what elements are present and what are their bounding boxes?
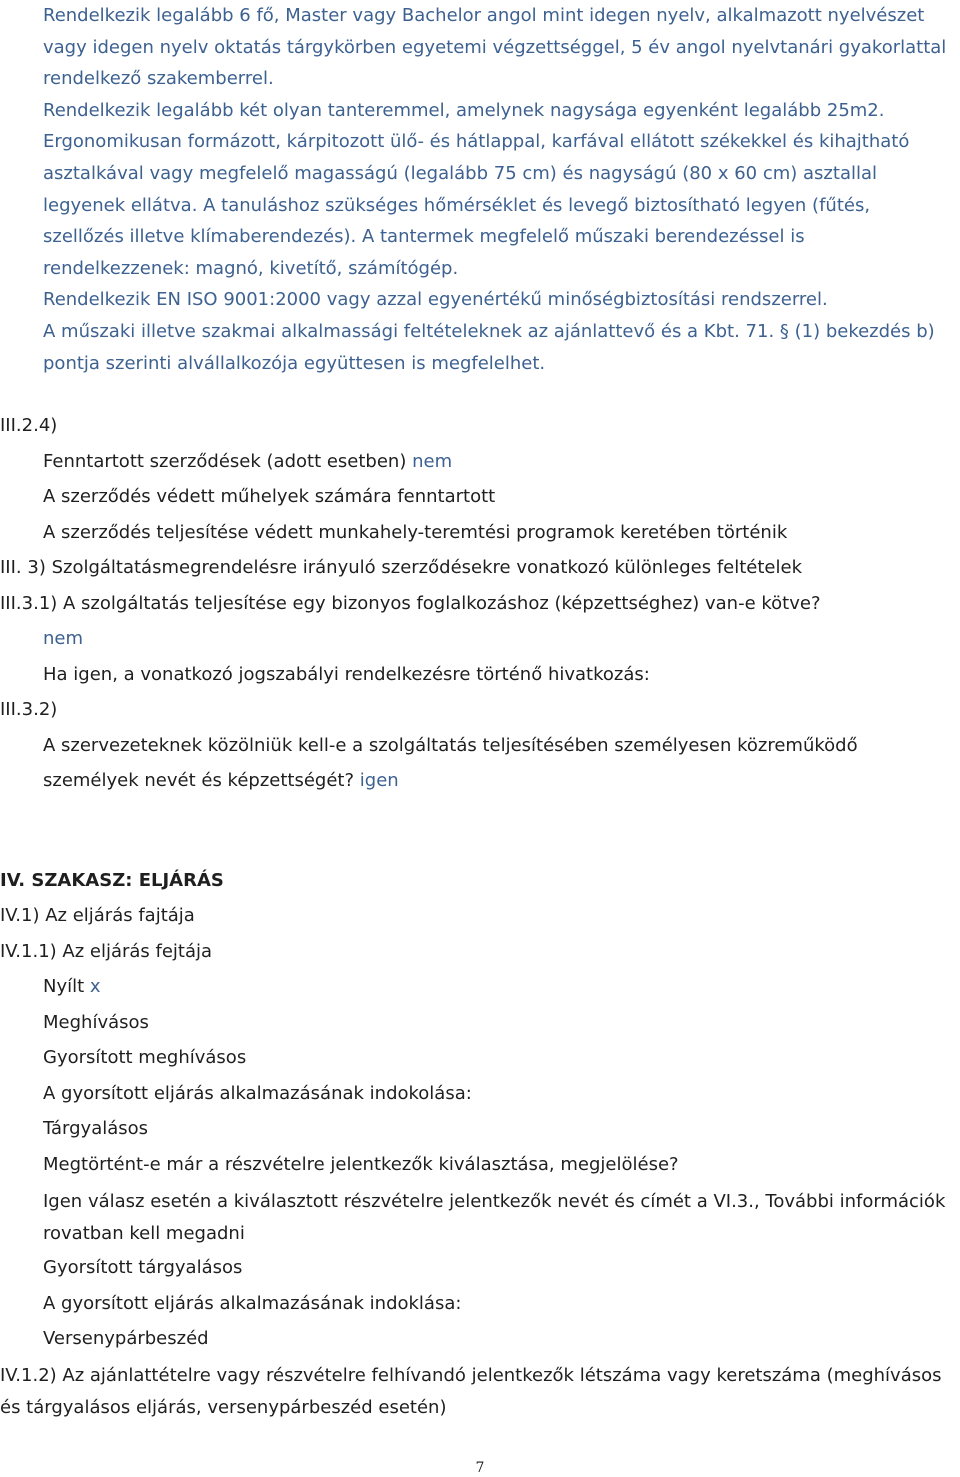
option-line: Meghívásos: [43, 1012, 149, 1033]
reserved-contracts-label: Fenntartott szerződések (adott esetben): [43, 451, 407, 472]
selection-note-line1: Igen válasz esetén a kiválasztott részvételre jelentkezők nevét és címét a VI.3., További információk: [43, 1191, 946, 1212]
option-open-mark: x: [89, 976, 101, 997]
selection-note-line2: rovatban kell megadni: [43, 1222, 245, 1244]
subheading-iv-1-1: IV.1.1) Az eljárás fejtája: [0, 941, 213, 962]
question-iii-3-2-line1: A szervezeteknek közölniük kell-e a szolgáltatás teljesítésében személyesen közreműködő: [43, 735, 858, 756]
reserved-contracts-value: nem: [412, 451, 453, 472]
text-line: Rendelkezik legalább két olyan tanteremmel, amelynek nagysága egyenként legalább 25m2.: [43, 99, 885, 121]
text-line: vagy idegen nyelv oktatás tárgykörben egyetemi végzettséggel, 5 év angol nyelvtanári gyakorlattal: [43, 36, 947, 58]
option-line: Versenypárbeszéd: [43, 1328, 209, 1349]
reserved-contracts-line: [43, 444, 958, 479]
option-line: Megtörtént-e már a részvételre jelentkezők kiválasztása, megjelölése?: [43, 1154, 679, 1175]
legal-reference-line: Ha igen, a vonatkozó jogszabályi rendelkezésre történő hivatkozás:: [43, 664, 650, 685]
text-line: asztalkával vagy megfelelő magasságú (legalább 75 cm) és nagyságú (80 x 60 cm) asztallal: [43, 162, 878, 184]
question-iii-3-2-line2: [43, 763, 958, 798]
subheading-iv-1-2-line1: IV.1.2) Az ajánlattételre vagy részvételre felhívandó jelentkezők létszáma vagy keretszáma (meghívásos: [0, 1365, 942, 1386]
subheading-iv-1-2: [0, 1360, 960, 1423]
option-open-procedure: [43, 969, 958, 1004]
sheltered-workshop-line: A szerződés védett műhelyek számára fenntartott: [43, 486, 496, 507]
option-line: A gyorsított eljárás alkalmazásának indoklása:: [43, 1293, 462, 1314]
option-line: Gyorsított meghívásos: [43, 1047, 247, 1068]
selection-note: [43, 1186, 960, 1249]
subheading-iv-1: IV.1) Az eljárás fajtája: [0, 905, 195, 926]
option-line: A gyorsított eljárás alkalmazásának indokolása:: [43, 1083, 472, 1104]
answer-iii-3-1: nem: [43, 628, 84, 649]
option-line: Tárgyalásos: [43, 1118, 149, 1139]
section-heading-iii-3-2: III.3.2): [0, 699, 58, 720]
section-heading-iii-2-4: III.2.4): [0, 415, 58, 436]
text-line: legyenek ellátva. A tanuláshoz szükséges hőmérséklet és levegő biztosítható legyen (fűtés,: [43, 194, 871, 216]
section-heading-iv: IV. SZAKASZ: ELJÁRÁS: [0, 870, 224, 891]
sheltered-employment-line: A szerződés teljesítése védett munkahely-teremtési programok keretében történik: [43, 522, 788, 543]
text-line: rendelkező szakemberrel.: [43, 68, 274, 90]
question-iii-3-1: III.3.1) A szolgáltatás teljesítése egy bizonyos foglalkozáshoz (képzettséghez) van-e kötve?: [0, 593, 821, 614]
option-line: Gyorsított tárgyalásos: [43, 1257, 243, 1278]
text-line: szellőzés illetve klímaberendezés). A tantermek megfelelő műszaki berendezéssel is: [43, 226, 805, 248]
text-line: rendelkezzenek: magnó, kivetítő, számítógép.: [43, 257, 459, 279]
section-heading-iii-3: III. 3) Szolgáltatásmegrendelésre irányuló szerződésekre vonatkozó különleges feltételek: [0, 557, 803, 578]
subheading-iv-1-2-line2: és tárgyalásos eljárás, versenypárbeszéd esetén): [0, 1396, 447, 1418]
text-line: A műszaki illetve szakmai alkalmassági feltételeknek az ajánlattevő és a Kbt. 71. § (1) bekezdés b): [43, 320, 935, 342]
text-line: Rendelkezik EN ISO 9001:2000 vagy azzal egyenértékű minőségbiztosítási rendszerrel.: [43, 289, 828, 311]
page-number: 7: [475, 1460, 485, 1476]
question-iii-3-2-text: személyek nevét és képzettségét?: [43, 770, 355, 791]
option-open-label: Nyílt: [43, 976, 85, 997]
text-line: pontja szerinti alvállalkozója együttesen is megfelelhet.: [43, 352, 546, 374]
text-line: Rendelkezik legalább 6 fő, Master vagy Bachelor angol mint idegen nyelv, alkalmazott nyelvészet: [43, 5, 925, 26]
requirements-block: [43, 0, 958, 379]
text-line: Ergonomikusan formázott, kárpitozott ülő- és hátlappal, karfával ellátott székekkel és kihajtható: [43, 131, 910, 153]
answer-iii-3-2: igen: [359, 770, 399, 791]
